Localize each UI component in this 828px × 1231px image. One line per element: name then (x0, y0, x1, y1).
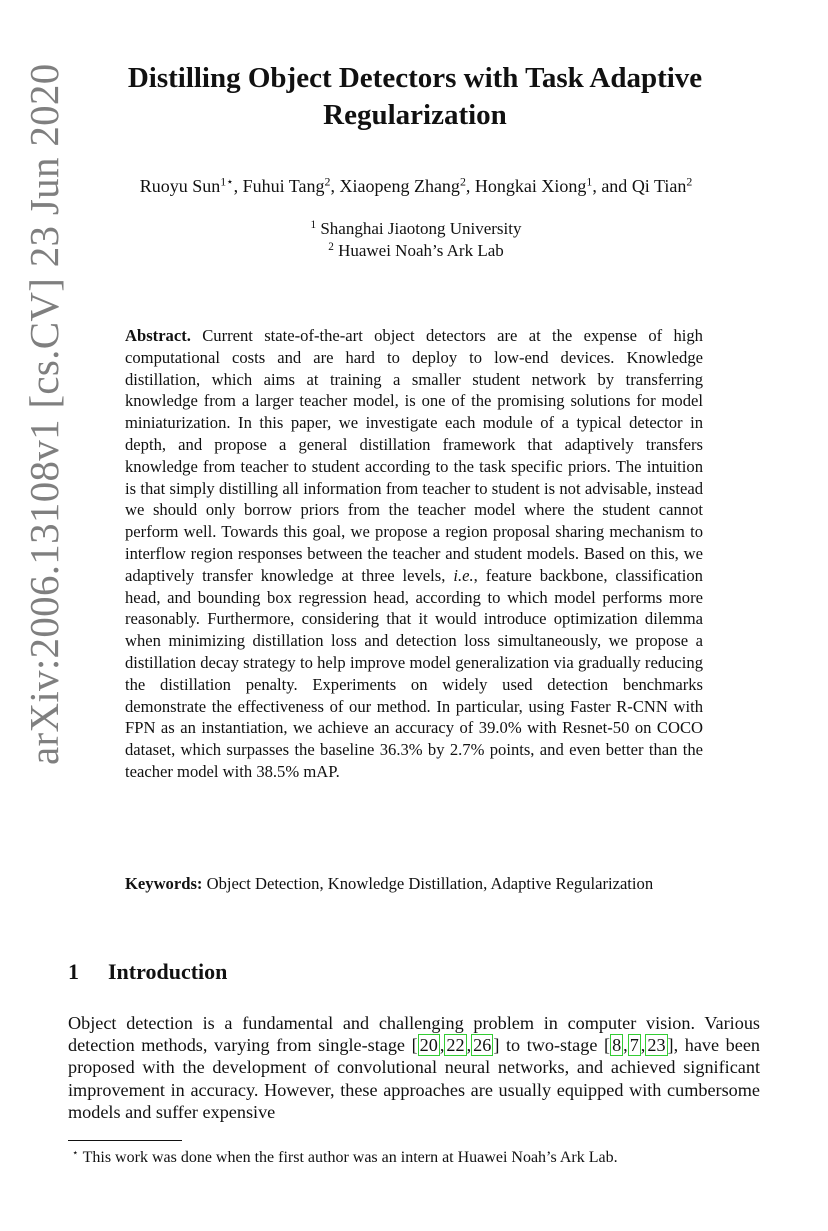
citation-link[interactable]: 7 (629, 1035, 639, 1056)
keywords (125, 873, 703, 895)
affiliations (66, 218, 766, 262)
abstract-label: Abstract. (125, 326, 191, 345)
author-mark: 1⋆ (220, 174, 234, 189)
keywords-label: Keywords: (125, 874, 203, 893)
author-separator: , (330, 176, 340, 196)
citation-link[interactable]: 26 (473, 1035, 492, 1056)
citation-separator: , (439, 1035, 445, 1056)
paper-title (70, 60, 760, 134)
section-heading-introduction (68, 958, 227, 986)
section-title: Introduction (108, 959, 228, 984)
arxiv-identifier-stamp: arXiv:2006.13108v1 [cs.CV] 23 Jun 2020 (21, 63, 67, 765)
section-number: 1 (68, 959, 79, 984)
intro-text: Object detection is a fundamental and challenging problem in computer vision. Various detection methods, varying from single-stage [ (68, 1013, 760, 1056)
introduction-paragraph (68, 1012, 760, 1123)
citation-link[interactable]: 8 (612, 1035, 622, 1056)
title-line-2: Regularization (323, 99, 507, 131)
keywords-text: Object Detection, Knowledge Distillation, Adaptive Regularization (206, 874, 654, 893)
intro-text: ], have been proposed with the development of convolutional neural networks, and achieved significant improvement in accuracy. However, these approaches are usually equipped with cumbersome models and suffer expensive (68, 1035, 760, 1122)
affiliation-mark: 2 (328, 240, 334, 253)
author-separator: , (233, 176, 243, 196)
citation-link[interactable]: 20 (419, 1035, 438, 1056)
author-name: Ruoyu Sun (139, 176, 221, 196)
author-name: Qi Tian (631, 176, 687, 196)
author-mark: 1 (586, 174, 593, 189)
citation-separator: , (623, 1035, 628, 1056)
author-mark: 2 (459, 174, 466, 189)
author-name: Xiaopeng Zhang (339, 176, 460, 196)
affiliation-name: Shanghai Jiaotong University (320, 219, 522, 238)
author-name: Fuhui Tang (242, 176, 325, 196)
footnote-mark: ⋆ (72, 1148, 79, 1160)
citation-separator: , (640, 1035, 646, 1056)
affiliation-mark: 1 (310, 218, 317, 231)
abstract-ie: i.e. (453, 565, 474, 585)
citation-link[interactable]: 23 (647, 1035, 666, 1056)
footnote-divider (68, 1140, 182, 1141)
footnote-text: This work was done when the first author was an intern at Huawei Noah’s Ark Lab. (82, 1149, 618, 1166)
abstract-text-part-1: Current state-of-the-art object detectors are at the expense of high computational costs and are hard to deploy to low-end devices. Knowledge distillation, which aims at training a smaller student network by transferring knowledge from a larger teacher model, is one of the promising solutions for model miniaturization. In this paper, we investigate each module of a typical detector in depth, and propose a general distillation framework that adaptively transfers knowledge from teacher to student according to the task specific priors. The intuition is that simply distilling all information from teacher to student is not advisable, instead we should only borrow priors from the teacher model where the student cannot perform well. Towards this goal, we propose a region proposal sharing mechanism to interflow region responses between the teacher and student models. Based on this, we adaptively transfer knowledge at three levels, (125, 326, 703, 585)
author-list (66, 174, 766, 198)
author-mark: 2 (324, 174, 331, 189)
author-separator: , and (592, 176, 632, 196)
abstract-text-part-2: , feature backbone, classification head, and bounding box regression head, according to which model performs more reasonably. Furthermore, considering that it would introduce optimization dilemma when minimizing distillation loss and detection loss simultaneously, we propose a distillation decay strategy to help improve model generalization via gradually reducing the distillation penalty. Experiments on widely used detection benchmarks demonstrate the effectiveness of our method. In particular, using Faster R-CNN with FPN as an instantiation, we achieve an accuracy of 39.0% with Resnet-50 on COCO dataset, which surpasses the baseline 36.3% by 2.7% points, and even better than the teacher model with 38.5% mAP. (125, 565, 703, 781)
abstract (125, 325, 703, 783)
author-name: Hongkai Xiong (474, 176, 587, 196)
author-mark: 2 (686, 174, 693, 189)
author-separator: , (465, 176, 475, 196)
footnote (68, 1148, 768, 1168)
intro-text: ] to two-stage [ (493, 1035, 611, 1056)
affiliation-name: Huawei Noah’s Ark Lab (338, 241, 504, 260)
citation-link[interactable]: 22 (446, 1035, 465, 1056)
title-line-1: Distilling Object Detectors with Task Adaptive (127, 62, 703, 94)
citation-separator: , (466, 1035, 472, 1056)
